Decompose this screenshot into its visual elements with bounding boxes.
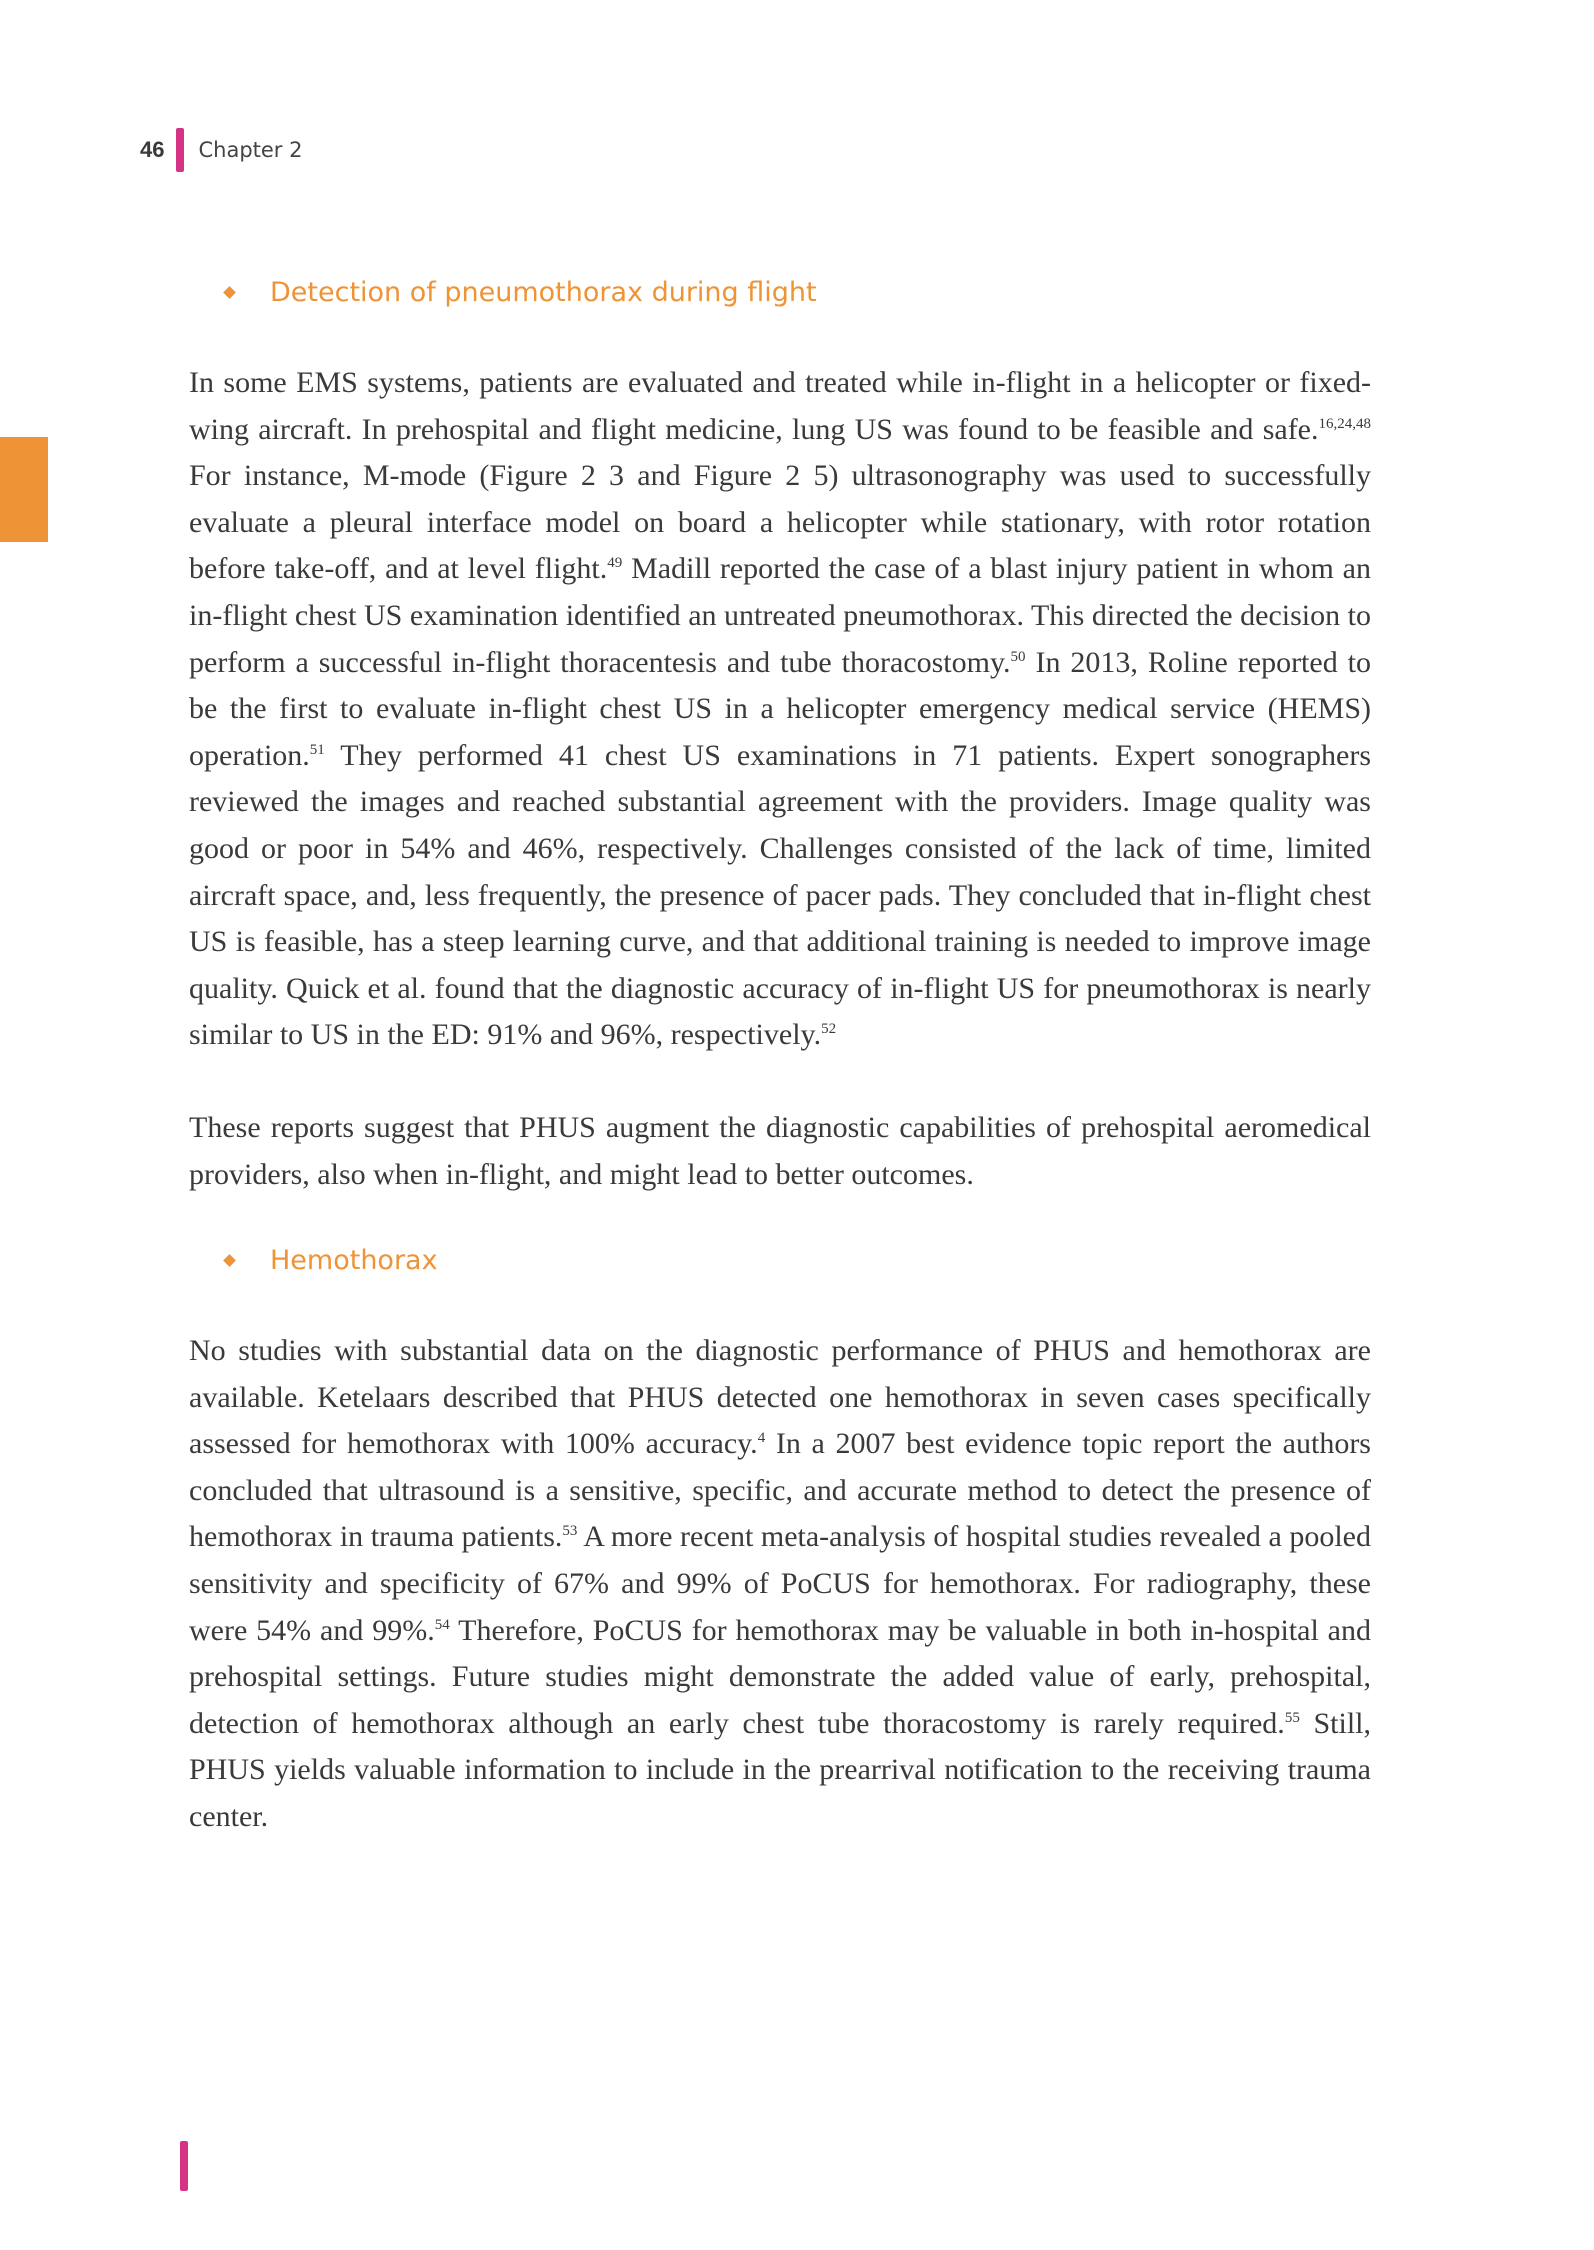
section-heading-text: Hemothorax — [270, 1244, 438, 1276]
section-heading-hemothorax — [225, 1230, 1371, 1290]
paragraph — [189, 1105, 1371, 1198]
text-run: Madill reported the case of a blast injury patient in whom an in-flight chest US examination identified an untreated pneumothorax. This directed the decision to perform a successful in-flight thoracentesis and tube thoracostomy. — [189, 552, 1372, 679]
diamond-bullet-icon — [223, 1254, 236, 1267]
text-run: Therefore, PoCUS for hemothorax may be valuable in both in-hospital and prehospital settings. Future studies might demonstrate the added value of early, prehospital, detection of hemothorax although an early chest tube thoracostomy is rarely required. — [189, 1613, 1371, 1740]
footer-accent-bar — [180, 2141, 188, 2191]
text-run: In some EMS systems, patients are evaluated and treated while in-flight in a helicopter or fixed-wing aircraft. In prehospital and flight medicine, lung US was found to be feasible and safe. — [189, 366, 1371, 446]
citation-superscript: 55 — [1284, 1709, 1300, 1726]
citation-superscript: 49 — [607, 555, 623, 572]
section-heading-text: Detection of pneumothorax during flight — [270, 276, 817, 308]
citation-superscript: 4 — [757, 1430, 766, 1447]
citation-superscript: 50 — [1010, 648, 1026, 665]
citation-superscript: 51 — [309, 741, 325, 758]
page-number: 46 — [140, 137, 165, 162]
main-content — [189, 262, 1371, 1841]
text-run: For instance, M-mode (Figure 2 3 and Figure 2 5) ultrasonography was used to successfully evaluate a pleural interface model on board a helicopter while stationary, with rotor rotation before take-off, and at level flight. — [189, 459, 1371, 586]
text-run: In a 2007 best evidence topic report the authors concluded that ultrasound is a sensitive, specific, and accurate method to detect the presence of hemothorax in trauma patients. — [189, 1427, 1371, 1554]
paragraph — [189, 1328, 1371, 1841]
chapter-label: Chapter 2 — [198, 138, 303, 162]
paragraph — [189, 360, 1371, 1059]
header-accent-bar — [176, 128, 184, 172]
text-run: Still, PHUS yields valuable information to include in the prearrival notification to the receiving trauma center. — [189, 1706, 1372, 1834]
citation-superscript: 54 — [434, 1616, 450, 1633]
chapter-thumb-tab — [0, 437, 48, 542]
text-run: They performed 41 chest US examinations in 71 patients. Expert sonographers reviewed the images and reached substantial agreement with the providers. Image quality was good or poor in 54% and 46%, respectively. Challenges consisted of the lack of time, limited aircraft space, and, less frequently, the presence of pacer pads. They concluded that in-flight chest US is feasible, has a steep learning curve, and that additional training is needed to improve image quality. Quick et al. found that the diagnostic accuracy of in-flight US for pneumothorax is nearly similar to US in the ED: 91% and 96%, respectively. — [189, 738, 1371, 1052]
citation-superscript: 16,24,48 — [1318, 415, 1371, 432]
text-run: In 2013, Roline reported to be the first to evaluate in-flight chest US in a helicopter emergency medical service (HEMS) operation. — [189, 645, 1371, 772]
text-run: A more recent meta-analysis of hospital studies revealed a pooled sensitivity and specificity of 67% and 99% of PoCUS for hemothorax. For radiography, these were 54% and 99%. — [189, 1520, 1371, 1647]
diamond-bullet-icon — [223, 286, 236, 299]
citation-superscript: 52 — [821, 1021, 837, 1038]
running-header — [140, 128, 302, 172]
citation-superscript: 53 — [562, 1523, 578, 1540]
text-run: These reports suggest that PHUS augment the diagnostic capabilities of prehospital aeromedical providers, also when in-flight, and might lead to better outcomes. — [189, 1110, 1371, 1191]
text-run: No studies with substantial data on the diagnostic performance of PHUS and hemothorax are available. Ketelaars described that PHUS detected one hemothorax in seven cases specifically assessed for hemothorax with 100% accuracy. — [189, 1334, 1371, 1461]
section-heading-pneumothorax-flight — [225, 262, 1371, 322]
